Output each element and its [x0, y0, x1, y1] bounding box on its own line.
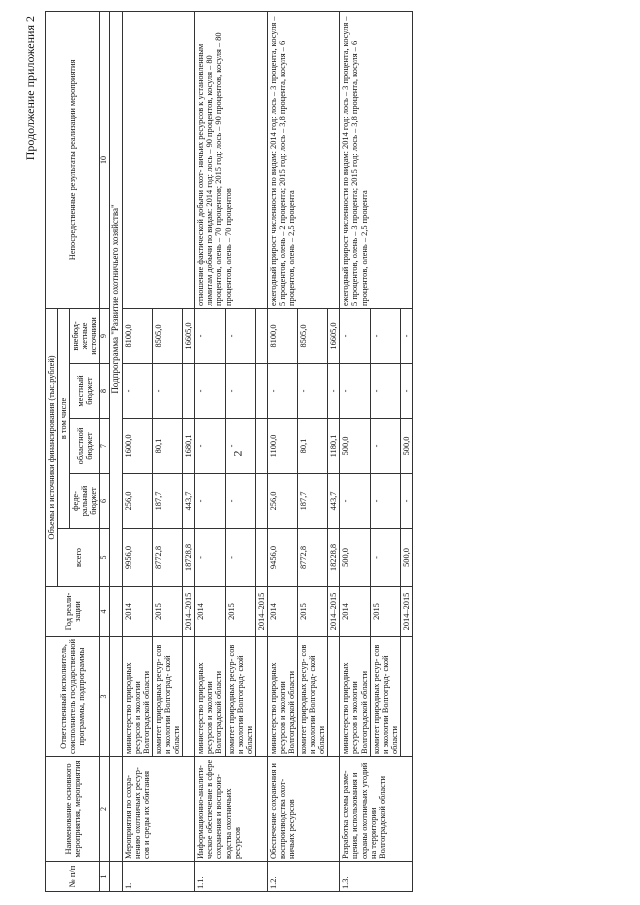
row-number: 1.3. [340, 862, 413, 892]
amount-off: 16605,0 [183, 308, 195, 363]
amount-reg [255, 419, 267, 474]
amount-loc: - [267, 364, 297, 419]
executor-cell [255, 637, 267, 757]
table-row [267, 11, 297, 891]
result-cell: отношение фактической добычи охот- ничьих ресурсов к установленным лимитам добычи по видам: 2014 год: лось – 90 процентов, косуля – 80 процентов, олень – 70 процентов; 2015 год: лось – 90 процентов, косуля – 80 процентов, олень – 70 процентов [195, 11, 268, 308]
col-number: 7 [100, 419, 110, 474]
amount-loc: - [370, 364, 400, 419]
measure-name: Мероприятия по сохра- нению охотничьих ресур- сов и среды их обитания [122, 757, 195, 862]
amount-fed: - [340, 474, 370, 529]
amount-reg: 80,1 [152, 419, 182, 474]
rotated-page [25, 12, 615, 892]
header-federal: феде- ральный бюджет [70, 474, 100, 529]
amount-off: - [400, 308, 412, 363]
amount-off: - [370, 308, 400, 363]
amount-loc: - [152, 364, 182, 419]
year-cell: 2015 [370, 587, 400, 637]
col-number: 4 [100, 587, 110, 637]
amount-loc: - [298, 364, 328, 419]
page-number: 2 [230, 450, 245, 457]
header-offbudget: внебюд- жетные источники [70, 308, 100, 363]
year-cell: 2015 [152, 587, 182, 637]
year-cell: 2014–2015 [400, 587, 412, 637]
table-row [195, 11, 225, 891]
amount-off: - [340, 308, 370, 363]
amount-off: - [195, 308, 225, 363]
col-number: 3 [100, 637, 110, 757]
amount-off: 8100,0 [267, 308, 297, 363]
amount-loc: - [328, 364, 340, 419]
amount-fed: 256,0 [122, 474, 152, 529]
amount-loc: - [400, 364, 412, 419]
amount-fed: 443,7 [328, 474, 340, 529]
amount-off: 8100,0 [122, 308, 152, 363]
amount-reg: - [225, 419, 255, 474]
header-name: Наименование основного мероприятия, мероприятия [46, 757, 100, 862]
executor-cell: министерство природных ресурсов и экологии Волгоградской области [195, 637, 225, 757]
header-no: № п/п [46, 862, 100, 892]
year-cell: 2014 [267, 587, 297, 637]
amount-off [255, 308, 267, 363]
amount-total: 500,0 [400, 529, 412, 587]
amount-total [255, 529, 267, 587]
header-year: Год реали- зации [46, 587, 100, 637]
amount-reg: 1180,1 [328, 419, 340, 474]
header-local: местный бюджет [70, 364, 100, 419]
amount-loc: - [225, 364, 255, 419]
col-number: 5 [100, 529, 110, 587]
executor-cell: министерство природных ресурсов и экологии Волгоградской области [267, 637, 297, 757]
result-cell [122, 11, 195, 308]
amount-total: - [225, 529, 255, 587]
result-cell: ежегодный прирост численности по видам: 2014 год: лось – 3 процента, косуля – 5 процентов, олень – 2 процента; 2015 год: лось – 3,8 процента, косуля – 6 процентов, олень – 2,5 процента [267, 11, 340, 308]
executor-cell: комитет природных ресур- сов и экологии Волгоград- ской области [152, 637, 182, 757]
executor-cell [400, 637, 412, 757]
table-row [340, 11, 370, 891]
amount-total: 8772,8 [298, 529, 328, 587]
measure-name: Обеспечение сохранения и воспроизводства охот- ничьих ресурсов [267, 757, 340, 862]
amount-fed: - [370, 474, 400, 529]
row-number: 1.1. [195, 862, 268, 892]
col-number: 1 [100, 862, 110, 892]
amount-fed [255, 474, 267, 529]
executor-cell: комитет природных ресур- сов и экологии Волгоград- ской области [225, 637, 255, 757]
amount-loc [255, 364, 267, 419]
amount-fed: 187,7 [298, 474, 328, 529]
amount-off: 8505,0 [152, 308, 182, 363]
amount-off: 16605,0 [328, 308, 340, 363]
amount-loc: - [122, 364, 152, 419]
col-number: 8 [100, 364, 110, 419]
col-number: 9 [100, 308, 110, 363]
amount-loc: - [340, 364, 370, 419]
measure-name: Разработка схемы разме- щения, использования и охраны охотничьих угодий на территории Волгоградской области [340, 757, 413, 862]
amount-reg: - [195, 419, 225, 474]
amount-fed: 187,7 [152, 474, 182, 529]
row-number: 1.2. [267, 862, 340, 892]
amount-total: 18728,8 [183, 529, 195, 587]
executor-cell [183, 637, 195, 757]
amount-fed: - [195, 474, 225, 529]
amount-reg: 1600,0 [122, 419, 152, 474]
amount-total: 9456,0 [267, 529, 297, 587]
col-number: 10 [100, 11, 110, 308]
amount-off: 8505,0 [298, 308, 328, 363]
continuation-label: Продолжение приложения 2 [23, 16, 37, 161]
amount-fed: 256,0 [267, 474, 297, 529]
amount-off: - [225, 308, 255, 363]
amount-reg: 80,1 [298, 419, 328, 474]
result-cell: ежегодный прирост численности по видам: 2014 год: лось – 3 процента, косуля – 5 процентов, олень – 3 процента; 2015 год: лось – 3,8 процента, косуля – 6 процентов, олень – 2,5 процента [340, 11, 413, 308]
year-cell: 2014–2015 [328, 587, 340, 637]
amount-reg: 1100,0 [267, 419, 297, 474]
amount-loc [183, 364, 195, 419]
amount-fed: - [400, 474, 412, 529]
subprogram-title: Подпрограмма "Развитие охотничьего хозяйства" [110, 11, 123, 586]
header-regional: областной бюджет [70, 419, 100, 474]
year-cell: 2015 [298, 587, 328, 637]
header-including: в том числе [58, 308, 70, 528]
amount-total: 9956,0 [122, 529, 152, 587]
amount-total: - [370, 529, 400, 587]
executor-cell: министерство природных ресурсов и экологии Волгоградской области [122, 637, 152, 757]
amount-fed: 443,7 [183, 474, 195, 529]
amount-reg: - [370, 419, 400, 474]
header-results: Непосредственные результаты реализации мероприятия [46, 11, 100, 308]
header-volumes: Объемы и источники финансирования (тыс.рублей) [46, 308, 58, 586]
year-cell: 2014 [122, 587, 152, 637]
header-executor: Ответственный исполнитель, соисполнитель государственной программы, подпрограммы [46, 637, 100, 757]
amount-total: - [195, 529, 225, 587]
executor-cell: комитет природных ресур- сов и экологии Волгоград- ской области [370, 637, 400, 757]
col-number: 2 [100, 757, 110, 862]
executor-cell: министерство природных ресурсов и экологии Волгоградской области [340, 637, 370, 757]
executor-cell [328, 637, 340, 757]
col-number: 6 [100, 474, 110, 529]
year-cell: 2014 [340, 587, 370, 637]
financing-table [45, 11, 413, 892]
amount-total: 8772,8 [152, 529, 182, 587]
amount-reg: 500,0 [340, 419, 370, 474]
amount-total: 18228,8 [328, 529, 340, 587]
table-row [122, 11, 152, 891]
amount-loc: - [195, 364, 225, 419]
row-number: 1. [122, 862, 195, 892]
year-cell: 2014–2015 [183, 587, 195, 637]
amount-fed: - [225, 474, 255, 529]
header-total: всего [58, 529, 100, 587]
year-cell: 2014–2015 [255, 587, 267, 637]
measure-name: Информационно-аналити- ческое обеспечение в сфере сохранения и воспроиз- водства охотничьих ресурсов [195, 757, 268, 862]
amount-reg: 500,0 [400, 419, 412, 474]
amount-reg: 1680,1 [183, 419, 195, 474]
executor-cell: комитет природных ресур- сов и экологии Волгоград- ской области [298, 637, 328, 757]
year-cell: 2015 [225, 587, 255, 637]
amount-total: 500,0 [340, 529, 370, 587]
year-cell: 2014 [195, 587, 225, 637]
